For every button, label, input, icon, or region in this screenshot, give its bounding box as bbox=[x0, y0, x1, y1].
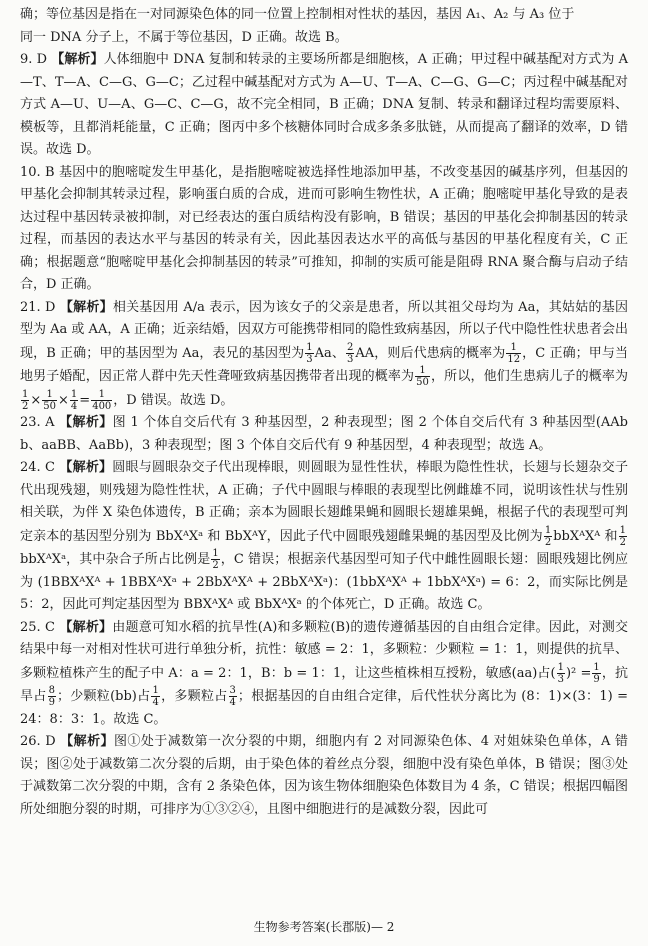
answer-text: Aa、 bbox=[314, 345, 346, 361]
analysis-tag: 【解析】 bbox=[59, 299, 113, 315]
fraction: $\frac{1}{4}$ bbox=[70, 388, 78, 412]
question-number: 24. C bbox=[20, 460, 55, 475]
fraction: $\frac{1}{50}$ bbox=[416, 365, 429, 388]
analysis-tag: 【解析】 bbox=[59, 415, 113, 430]
answer-9 bbox=[20, 49, 628, 162]
answer-text: ，所以，他们生患病儿子的概率为 bbox=[430, 369, 628, 384]
answer-10 bbox=[20, 162, 628, 297]
page-footer: 生物参考答案(长郡版)— 2 bbox=[253, 920, 395, 934]
times-sign: × bbox=[30, 392, 42, 408]
fraction: $\frac{3}{4}$ bbox=[229, 685, 236, 708]
answer-text: ，抗旱占 bbox=[20, 665, 628, 704]
equals-sign: = bbox=[79, 392, 91, 408]
answer-text: 人体细胞中 DNA 复制和转录的主要场所都是细胞核，A 正确；甲过程中碱基配对方式为 A—T、T—A、C—G、G—C；乙过程中碱基配对方式为 A—U、T—A、C—G、G—C；丙过程中碱基配对方式 A—U、U—A、G—C、C—G，故不完全相同，B 正确；DNA 复制、转录和翻译过程均需要原料、模板等，且都消耗能量，C 正确；图丙中多个核糖体同时合成多条多肽链，从而提高了翻译的效率，D 错误。故选 D。 bbox=[20, 52, 628, 157]
answer-text: ；少颗粒(bb)占 bbox=[56, 689, 151, 704]
question-number: 21. D bbox=[20, 299, 56, 315]
analysis-tag: 【解析】 bbox=[59, 460, 113, 475]
fraction: $\frac{1}{3}$ bbox=[306, 341, 313, 365]
answer-text: ，C 错误；根据亲代基因型可知子代中雌性圆眼长翅：圆眼残翅比例应为 (1BBXᴬXᴬ + 1BBXᴬXᵃ + 2BbXᴬXᴬ + 2BbXᴬXᵃ)：(1bbXᴬXᴬ + 1bbXᴬXᵃ) = 6：2，而实际比例是 5：2，因此可判定基因型为 BBXᴬXᴬ 或 BbXᴬXᵃ 的个体死亡，D 正确。故选 C。 bbox=[20, 552, 628, 612]
question-number: 10. B bbox=[20, 164, 55, 180]
question-number: 25. C bbox=[20, 619, 55, 635]
answer-21 bbox=[20, 297, 628, 413]
answer-text: 图①处于减数第一次分裂的中期，细胞内有 2 对同源染色体、4 对姐妹染色单体，A 错误；图②处于减数第二次分裂的后期，由于染色体的着丝点分裂，细胞中没有染色单体，B 错误；图③处于减数第二次分裂的中期，含有 2 条染色体，因为该生物体细胞染色体数目为 4 条，C 错误；根据四幅图所处细胞分裂的时期，可排序为①③②④，且图中细胞进行的是减数分裂，因此可 bbox=[20, 734, 628, 817]
fraction: $\frac{1}{2}$ bbox=[544, 524, 552, 548]
top-continuation bbox=[20, 4, 628, 49]
question-number: 26. D bbox=[20, 734, 56, 749]
question-number: 23. A bbox=[20, 415, 55, 430]
fraction: $\frac{1}{9}$ bbox=[593, 661, 600, 685]
answer-26 bbox=[20, 731, 628, 821]
answer-text: bbXᴬXᵃ，其中杂合子所占比例是 bbox=[20, 552, 211, 567]
fraction: $\frac{1}{2}$ bbox=[619, 524, 627, 548]
fraction: $\frac{1}{2}$ bbox=[22, 388, 29, 412]
fraction: $\frac{1}{2}$ bbox=[212, 548, 219, 571]
times-sign: × bbox=[58, 392, 69, 408]
analysis-tag: 【解析】 bbox=[51, 52, 104, 67]
answer-text: )² = bbox=[565, 665, 592, 681]
answer-text: 基因中的胞嘧啶发生甲基化，是指胞嘧啶被选择性地添加甲基，不改变基因的碱基序列，但基因的甲基化会抑制其转录过程，影响蛋白质的合成，进而可影响生物性状，A 正确；胞嘧啶甲基化导致的是表达过程中基因转录被抑制，对已经表达的蛋白质结构没有影响，B 错误；基因的甲基化会抑制基因的转录过程，而基因的表达水平与基因的转录有关，因此基因表达水平的高低与基因的甲基化程度有关，C 正确；根据题意“胞嘧啶甲基化会抑制基因的转录”可推知，抑制的实质可能是阻碍 RNA 聚合酶与启动子结合，D 正确。 bbox=[20, 164, 628, 292]
text-line: 同一 DNA 分子上，不属于等位基因，D 正确。故选 B。 bbox=[20, 29, 348, 45]
fraction: $\frac{1}{3}$ bbox=[557, 661, 564, 685]
answer-text: bbXᴬXᴬ 和 bbox=[553, 528, 618, 544]
text-line: 确；等位基因是指在一对同源染色体的同一位置上控制相对性状的基因，基因 A₁、A₂ 与 A₃ 位于 bbox=[20, 7, 575, 22]
answer-text: 相关基因用 A/a 表示，因为该女子的父亲是患者，所以其祖父母均为 Aa，其姑姑的基因型为 Aa 或 AA，A 正确；近亲结婚，因双方可能携带相同的隐性致病基因，所以子代中隐性性状患者会出现，B 正确；甲的基因型为 Aa，表兄的基因型为 bbox=[20, 299, 628, 361]
question-number: 9. D bbox=[20, 52, 48, 67]
answer-text: ，C 正确；甲与当地男子婚配，因正常人群中先天性聋哑致病基因携带者出现的概率为 bbox=[20, 345, 628, 384]
fraction: $\frac{1}{400}$ bbox=[92, 388, 112, 412]
answer-23 bbox=[20, 412, 628, 457]
fraction: $\frac{1}{50}$ bbox=[43, 388, 57, 412]
answer-text: ；根据基因的自由组合定律，后代性状分离比为 (8：1)×(3：1) = 24：8：3：1。故选 C。 bbox=[20, 689, 628, 727]
answer-text: ，多颗粒占 bbox=[160, 689, 228, 704]
analysis-tag: 【解析】 bbox=[59, 619, 113, 635]
fraction: $\frac{1}{12}$ bbox=[507, 341, 521, 365]
fraction: $\frac{1}{4}$ bbox=[152, 685, 159, 708]
answer-text: 由题意可知水稻的抗旱性(A)和多颗粒(B)的遗传遵循基因的自由组合定律。因此，对测交结果中每一对相对性状可进行单独分析，抗性：敏感 = 2：1，多颗粒：少颗粒 = 1：1，则提供的抗旱、多颗粒植株产生的配子中 A：a = 2：1，B：b = 1：1，让这些植株相互授粉，敏感(aa)占( bbox=[20, 619, 628, 681]
answer-text: AA，则后代患病的概率为 bbox=[355, 345, 506, 361]
answer-24 bbox=[20, 457, 628, 617]
answer-text: 圆眼与圆眼杂交子代出现棒眼，则圆眼为显性性状，棒眼为隐性性状，长翅与长翅杂交子代出现残翅，则残翅为隐性性状，A 正确；子代中圆眼与棒眼的表现型比例雌雄不同，说明该性状与性别相关联，为伴 X 染色体遗传，B 正确；亲本为圆眼长翅雌果蝇和圆眼长翅雄果蝇，根据子代的表现型可判定亲本的基因型分别为 BbXᴬXᵃ 和 BbXᴬY，因此子代中圆眼残翅雌果蝇的基因型及比例为 bbox=[20, 460, 628, 544]
fraction: $\frac{8}{9}$ bbox=[48, 685, 55, 708]
fraction: $\frac{2}{3}$ bbox=[347, 341, 354, 365]
answer-text: ，D 错误。故选 D。 bbox=[113, 392, 234, 408]
answer-25 bbox=[20, 617, 628, 732]
analysis-tag: 【解析】 bbox=[60, 734, 114, 749]
answer-text: 图 1 个体自交后代有 3 种基因型，2 种表现型；图 2 个体自交后代有 3 种基因型(AAbb、aaBB、AaBb)，3 种表现型；图 3 个体自交后代有 9 种基因型，4 种表现型；故选 A。 bbox=[20, 415, 628, 453]
